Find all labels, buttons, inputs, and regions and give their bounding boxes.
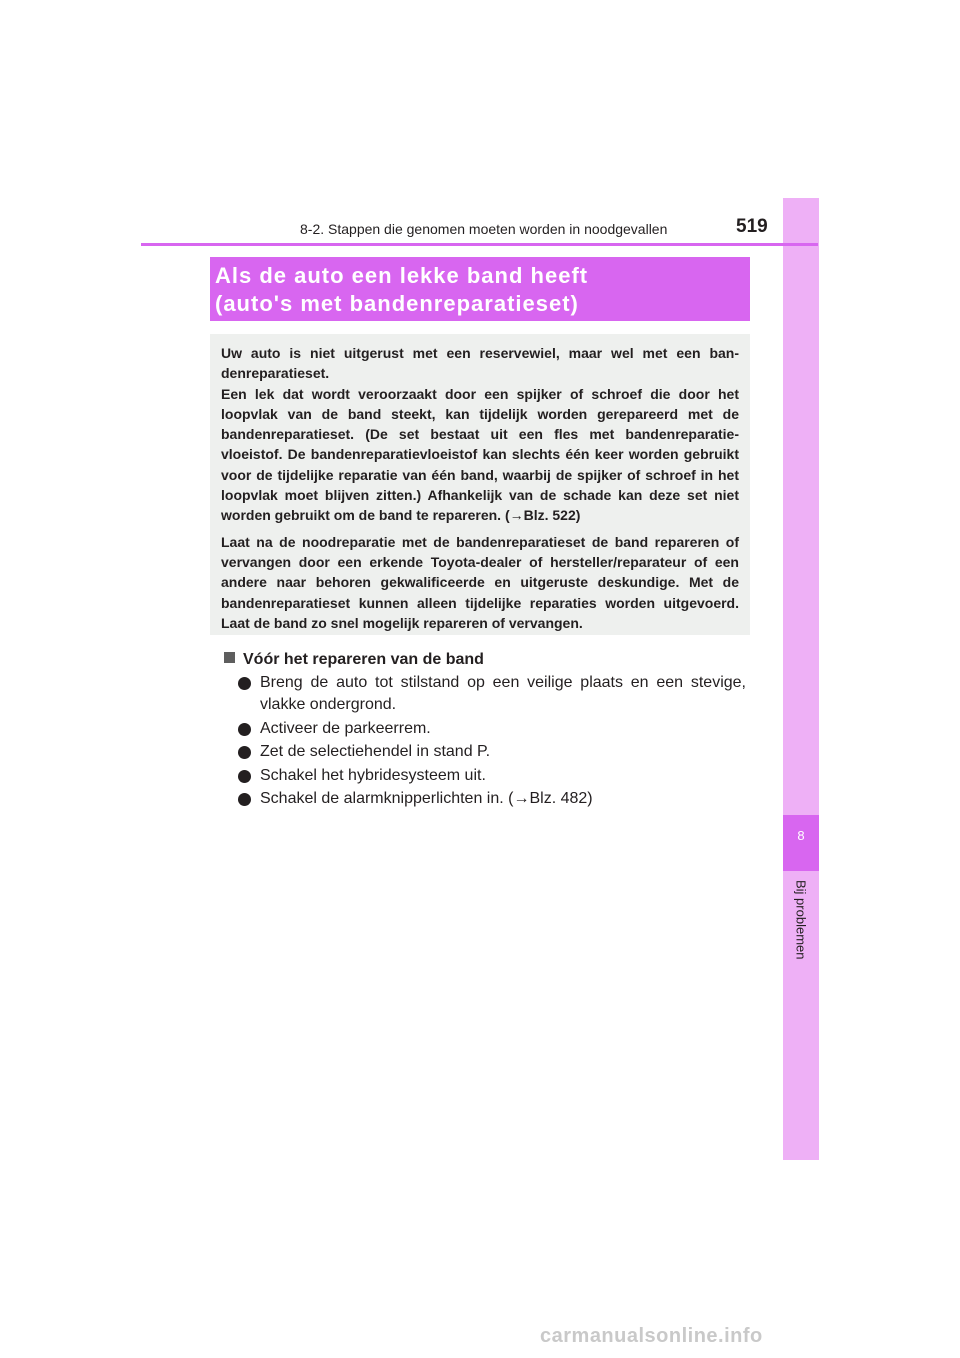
chapter-tab-label: Bij problemen (793, 880, 809, 960)
bullet-dot-icon (238, 793, 251, 806)
topic-title-line-2: (auto's met bandenreparatieset) (215, 291, 579, 316)
list-item-text: Schakel het hybridesysteem uit. (260, 766, 486, 784)
topic-title-line-1: Als de auto een lekke band heeft (215, 263, 589, 288)
section-heading-text: Vóór het repareren van de band (243, 651, 484, 668)
list-item-text: Breng de auto tot stilstand op een veilige plaats en een stevige, vlakke ondergrond. (260, 674, 746, 713)
header-divider (141, 243, 818, 246)
square-bullet-icon (224, 652, 235, 663)
info-paragraph: Uw auto is niet uitgerust met een reservewiel, maar wel met een ban-denreparatieset. (221, 345, 739, 382)
bullet-dot-icon (238, 746, 251, 759)
list-item-text: Schakel de alarmknipperlichten in. (→Blz. 482) (260, 790, 593, 807)
bullet-dot-icon (238, 723, 251, 736)
list-item-text: Activeer de parkeerrem. (260, 719, 431, 737)
bullet-dot-icon (238, 770, 251, 783)
info-box (210, 334, 750, 635)
list-item (238, 765, 746, 787)
info-paragraph: Een lek dat wordt veroorzaakt door een spijker of schroef die door het loopvlak van de band steekt, kan tijdelijk worden gerepareerd met de bandenreparatieset. (De set bestaat uit een fles met bandenreparatie-vloeistof. De bandenreparatievloeistof kan slechts één keer worden gebruikt voor de tijdelijke reparatie van één band, waarbij de spijker of schroef in het loopvlak moet blijven zitten.) Afhankelijk van de schade kan deze set niet worden gebruikt om de band te repareren. (→Blz. 522) (221, 385, 739, 524)
chapter-tab-number: 8 (797, 828, 805, 843)
section-heading (224, 650, 484, 670)
list-item-text: Zet de selectiehendel in stand P. (260, 743, 491, 760)
section-header-title: 8-2. Stappen die genomen moeten worden in noodgevallen (300, 221, 668, 237)
instruction-list (238, 672, 746, 812)
bullet-dot-icon (238, 677, 251, 690)
list-item (238, 718, 746, 740)
list-item (238, 741, 746, 763)
page-number: 519 (736, 216, 768, 237)
topic-title-bar (210, 257, 750, 321)
watermark: carmanualsonline.info (540, 1325, 763, 1347)
list-item (238, 672, 746, 716)
chapter-side-tab (783, 198, 819, 1160)
list-item (238, 788, 746, 810)
chapter-tab-active-marker (783, 815, 819, 871)
info-paragraph: Laat na de noodreparatie met de bandenreparatieset de band repareren of vervangen door een erkende Toyota-dealer of hersteller/reparateur of een andere naar behoren gekwalificeerde en uitgeruste deskundige. Met de bandenreparatieset kunnen alleen tijdelijke reparaties worden uitgevoerd. Laat de band zo snel mogelijk repareren of vervangen. (221, 533, 739, 631)
